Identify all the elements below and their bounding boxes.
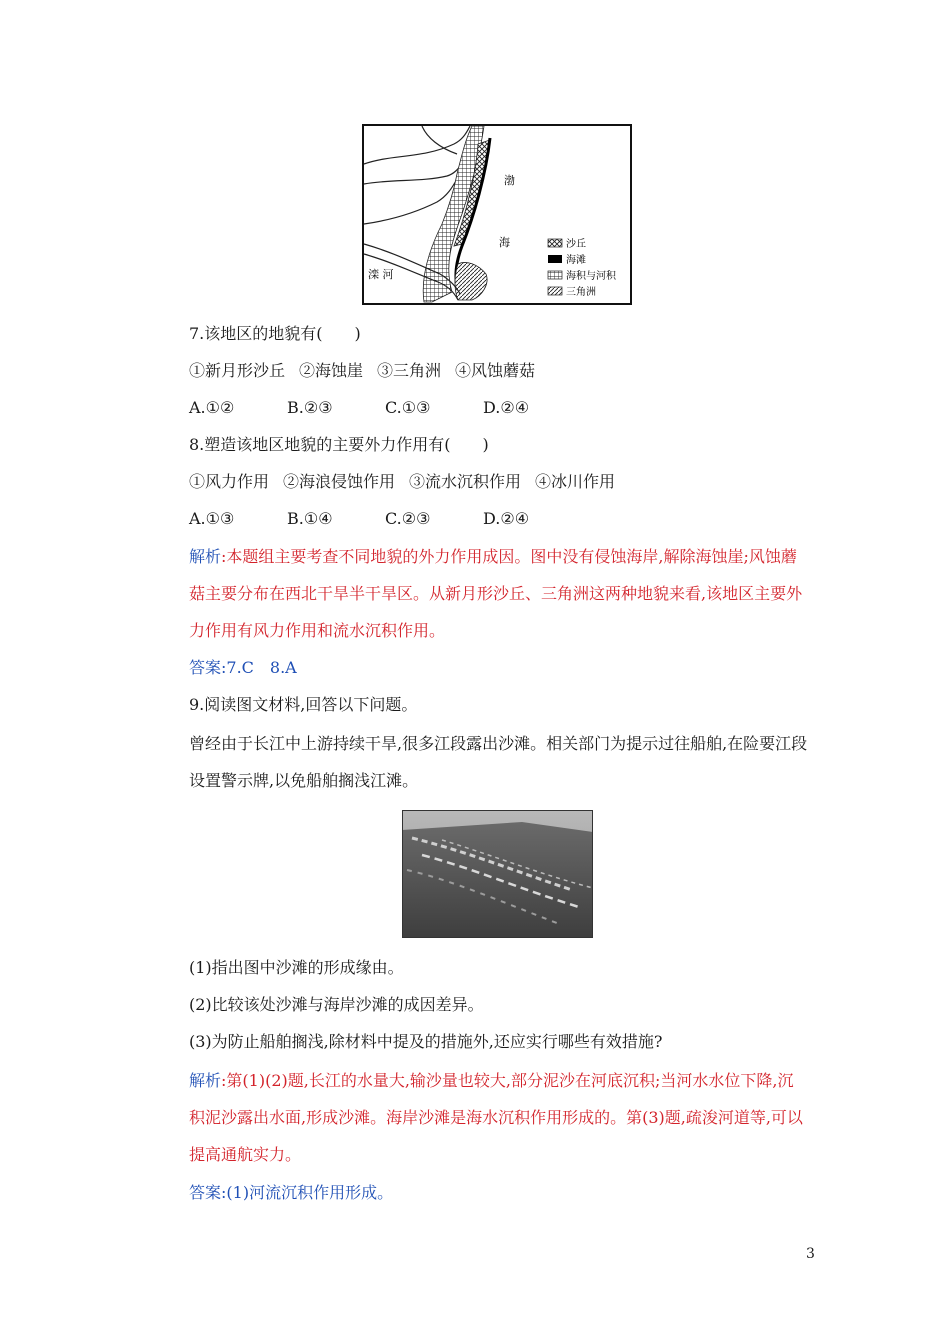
- q9-sub-1: (1)指出图中沙滩的形成缘由。: [189, 958, 404, 977]
- page-number: 3: [806, 1246, 815, 1262]
- q8-item-4: ④冰川作用: [535, 472, 616, 491]
- q7-item-4: ④风蚀蘑菇: [455, 361, 536, 380]
- q8-stem: 8.塑造该地区地貌的主要外力作用有( ): [189, 435, 489, 454]
- q8-option-c: C.②③: [385, 509, 431, 528]
- q8-option-d: D.②④: [483, 509, 530, 528]
- q7-option-d: D.②④: [483, 398, 530, 417]
- q9-sub-3: (3)为防止船舶搁浅,除材料中提及的措施外,还应实行哪些有效措施?: [189, 1032, 663, 1051]
- q9-stem: 9.阅读图文材料,回答以下问题。: [189, 695, 418, 714]
- answer-1-text: :7.C 8.A: [221, 658, 297, 677]
- q8-items: [189, 472, 615, 492]
- q7-stem: 7.该地区的地貌有( ): [189, 324, 361, 343]
- q8-options: [189, 509, 581, 529]
- q7-option-a: A.①②: [189, 398, 235, 417]
- q7-items: [189, 361, 535, 381]
- answer-1-label: 答案: [189, 658, 222, 677]
- q7-item-3: ③三角洲: [377, 361, 442, 380]
- answer-2: [189, 1183, 393, 1203]
- legend-sand-dune: 沙丘: [566, 239, 586, 250]
- sea-label-bottom: 海: [499, 236, 510, 249]
- q8-option-b: B.①④: [287, 509, 333, 528]
- q7-item-2: ②海蚀崖: [299, 361, 364, 380]
- analysis-2-label: 解析: [189, 1071, 222, 1090]
- analysis-1-text: :本题组主要考查不同地貌的外力作用成因。图中没有侵蚀海岸,解除海蚀崖;风蚀蘑菇主要分布在西北干旱半干旱区。从新月形沙丘、三角洲这两种地貌来看,该地区主要外力作用有风力作用和流水沉积作用。: [189, 547, 803, 640]
- q8-option-a: A.①③: [189, 509, 235, 528]
- q7-option-b: B.②③: [287, 398, 333, 417]
- river-label: 滦 河: [368, 268, 394, 281]
- q8-item-2: ②海浪侵蚀作用: [283, 472, 396, 491]
- analysis-2-text: :第(1)(2)题,长江的水量大,输沙量也较大,部分泥沙在河底沉积;当河水水位下降,沉积泥沙露出水面,形成沙滩。海岸沙滩是海水沉积作用形成的。第(3)题,疏浚河道等,可以提高通航实力。: [189, 1071, 803, 1164]
- river-sandbank-photo: [402, 810, 593, 938]
- answer-2-label: 答案: [189, 1183, 222, 1202]
- sea-label-top: 渤: [504, 174, 515, 187]
- analysis-1: [189, 538, 809, 649]
- legend-delta: 三角洲: [566, 287, 596, 298]
- analysis-2: [189, 1062, 809, 1173]
- coastal-landform-map: [362, 124, 632, 305]
- legend-deposit: 海积与河积: [566, 271, 616, 282]
- analysis-1-label: 解析: [189, 547, 222, 566]
- q9-sub-2: (2)比较该处沙滩与海岸沙滩的成因差异。: [189, 995, 484, 1014]
- q7-options: [189, 398, 581, 418]
- q8-item-3: ③流水沉积作用: [409, 472, 522, 491]
- legend-beach: 海滩: [566, 255, 586, 266]
- q7-item-1: ①新月形沙丘: [189, 361, 286, 380]
- q8-item-1: ①风力作用: [189, 472, 270, 491]
- answer-2-text: :(1)河流沉积作用形成。: [221, 1183, 394, 1202]
- answer-1: [189, 658, 297, 678]
- q7-option-c: C.①③: [385, 398, 431, 417]
- q9-material: 曾经由于长江中上游持续干旱,很多江段露出沙滩。相关部门为提示过往船舶,在险要江段设置警示牌,以免船舶搁浅江滩。: [189, 734, 808, 790]
